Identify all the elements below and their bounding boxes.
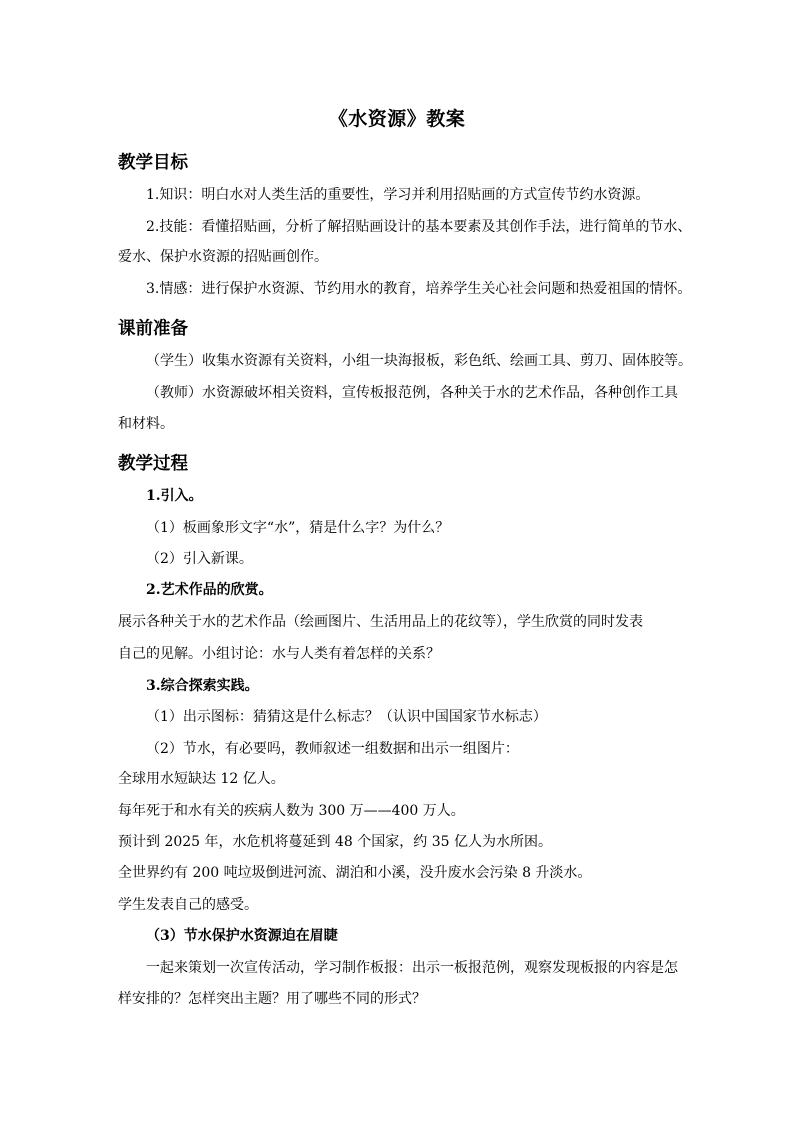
prep-teacher-cont: 和材料。 (118, 416, 174, 432)
activity-text: 一起来策划一次宣传活动，学习制作板报：出示一板报范例，观察发现板报的内容是怎 (146, 960, 678, 976)
step-3-item-2: （2）节水，有必要吗，教师叙述一组数据和出示一组图片： (146, 741, 519, 757)
goal-skill-cont: 爱水、保护水资源的招贴画创作。 (118, 249, 328, 265)
step-2-heading: 2.艺术作品的欣赏。 (146, 582, 273, 598)
goal-skill: 2.技能：看懂招贴画，分析了解招贴画设计的基本要素及其创作手法，进行简单的节水、 (146, 219, 692, 235)
step-1-item-1: （1）板画象形文字“水”，猜是什么字？为什么？ (146, 520, 450, 536)
step-1-item-2: （2）引入新课。 (146, 551, 253, 567)
document-title: 《水资源》教案 (328, 108, 466, 130)
fact-4: 全世界约有 200 吨垃圾倒进河流、湖泊和小溪，没升废水会污染 8 升淡水。 (118, 865, 592, 881)
step-3-heading: 3.综合探索实践。 (146, 678, 259, 694)
fact-3: 预计到 2025 年，水危机将蔓延到 48 个国家，约 35 亿人为水所困。 (118, 834, 552, 850)
heading-preparation: 课前准备 (118, 319, 188, 339)
step-2-text: 展示各种关于水的艺术作品（绘画图片、生活用品上的花纹等），学生欣赏的同时发表 (118, 614, 643, 630)
heading-process: 教学过程 (118, 454, 188, 474)
heading-teaching-goals: 教学目标 (118, 153, 188, 173)
fact-2: 每年死于和水有关的疾病人数为 300 万——400 万人。 (118, 803, 465, 819)
prep-teacher: （教师）水资源破坏相关资料，宣传板报范例，各种关于水的艺术作品，各种创作工具 (146, 385, 678, 401)
prep-student: （学生）收集水资源有关资料，小组一块海报板，彩色纸、绘画工具、剪刀、固体胶等。 (146, 353, 692, 369)
activity-text-cont: 样安排的？怎样突出主题？用了哪些不同的形式？ (118, 991, 426, 1007)
step-2-text-cont: 自己的见解。小组讨论：水与人类有着怎样的关系？ (118, 646, 440, 662)
goal-emotion: 3.情感：进行保护水资源、节约用水的教育，培养学生关心社会问题和热爱祖国的情怀。 (146, 281, 692, 297)
student-feedback: 学生发表自己的感受。 (118, 897, 258, 913)
step-1-heading: 1.引入。 (146, 488, 203, 504)
goal-knowledge: 1.知识：明白水对人类生活的重要性，学习并利用招贴画的方式宣传节约水资源。 (146, 187, 650, 203)
fact-1: 全球用水短缺达 12 亿人。 (118, 771, 285, 787)
step-3-item-1: （1）出示图标：猜猜这是什么标志？（认识中国国家节水标志） (146, 709, 547, 725)
step-3-item-3: （3）节水保护水资源迫在眉睫 (146, 928, 338, 944)
